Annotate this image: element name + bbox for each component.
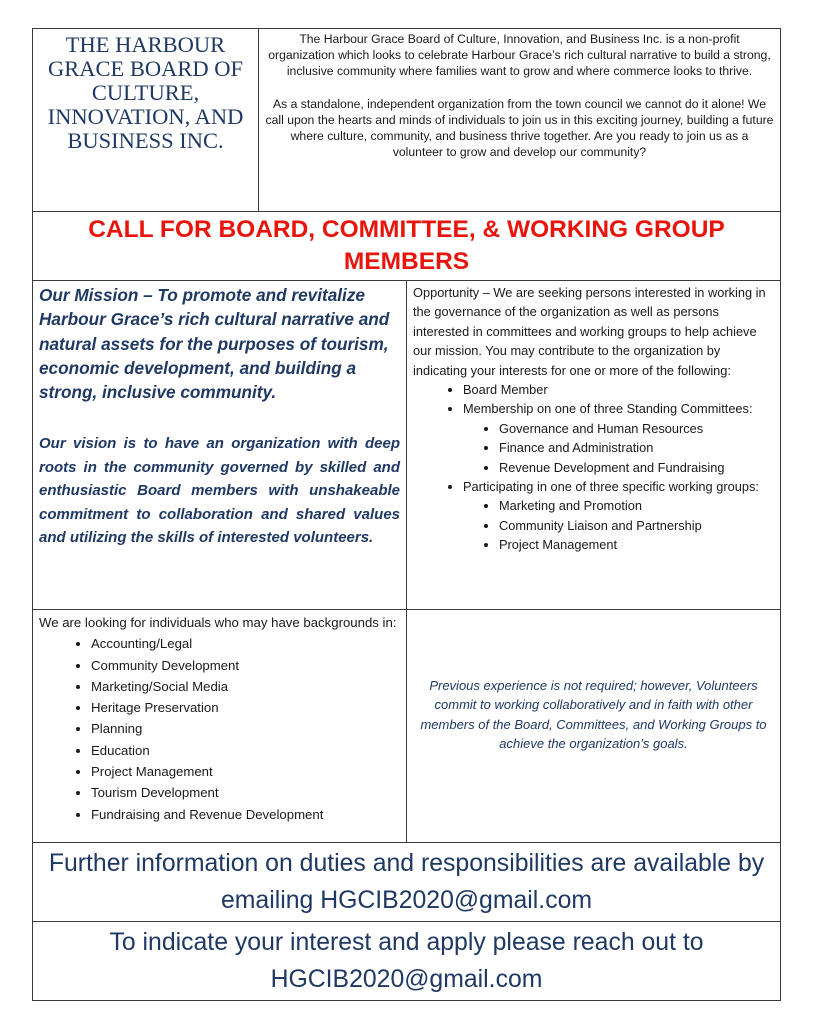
opportunity-section: [407, 281, 780, 557]
vision-statement: Our vision is to have an organization with deep roots in the community governed by skilled and enthusiastic Board members with unshakeable commitment to collaboration and shared values and utilizing the skills of interested volunteers.: [39, 435, 400, 547]
list-item: • Governance and Human Resources: [499, 419, 774, 438]
intro-text: [259, 29, 780, 162]
list-item: • Project Management: [91, 761, 400, 782]
list-item: • Marketing and Promotion: [499, 496, 774, 515]
backgrounds-intro: We are looking for individuals who may have backgrounds in:: [39, 615, 397, 630]
org-name-cell: [33, 29, 259, 212]
header-row: [33, 29, 781, 212]
list-item: • Tourism Development: [91, 782, 400, 803]
list-item: • Community Liaison and Partnership: [499, 516, 774, 535]
backgrounds-cell: [33, 610, 407, 843]
committees-label: Membership on one of three Standing Committees:: [463, 401, 753, 417]
experience-note: Previous experience is not required; however, Volunteers commit to working collaboratively and in faith with other members of the Board, Committees, and Working Groups to achieve the organization’s goals.: [420, 678, 767, 751]
backgrounds-section: [33, 610, 406, 827]
flyer-table: [32, 28, 781, 1001]
apply-cell: [33, 922, 781, 1001]
list-item: • Accounting/Legal: [91, 633, 400, 654]
list-item: • Heritage Preservation: [91, 697, 400, 718]
list-item: • Project Management: [499, 535, 774, 554]
apply-row: [33, 922, 781, 1001]
list-item: • Community Development: [91, 655, 400, 676]
opportunity-intro: Opportunity – We are seeking persons interested in working in the governance of the organization as well as persons interested in committees and working groups to help achieve our mission. You may contribute to the organization by indicating your interests for one or more of the following:: [413, 285, 766, 378]
mission-statement: Our Mission – To promote and revitalize Harbour Grace’s rich cultural narrative and natural assets for the purposes of tourism, economic development, and building a strong, inclusive community.: [39, 285, 390, 403]
committees-list: [463, 419, 774, 477]
flyer: [32, 28, 780, 1001]
intro-cell: [259, 29, 781, 212]
list-item: • Fundraising and Revenue Development: [91, 804, 400, 825]
list-item: [463, 477, 774, 555]
backgrounds-list: [39, 633, 400, 825]
mission-cell: [33, 281, 407, 610]
opportunity-cell: [407, 281, 781, 610]
experience-cell: [407, 610, 781, 843]
backgrounds-row: [33, 610, 781, 843]
further-info-text: Further information on duties and responsibilities are available by emailing HGCIB2020@gmail.com: [48, 850, 765, 914]
list-item: • Education: [91, 740, 400, 761]
list-item: • Revenue Development and Fundraising: [499, 458, 774, 477]
apply-text: To indicate your interest and apply please reach out to HGCIB2020@gmail.com: [109, 929, 704, 993]
call-title: CALL FOR BOARD, COMMITTEE, & WORKING GROUP MEMBERS: [88, 216, 725, 275]
list-item: [463, 399, 774, 477]
mission-row: [33, 281, 781, 610]
list-item: • Finance and Administration: [499, 438, 774, 457]
list-item: • Marketing/Social Media: [91, 676, 400, 697]
opportunity-list: [413, 380, 774, 555]
call-row: [33, 212, 781, 281]
intro-paragraph-1: The Harbour Grace Board of Culture, Innovation, and Business Inc. is a non-profit organization which looks to celebrate Harbour Grace’s rich cultural narrative to build a strong, inclusive community where families want to grow and where commerce looks to thrive.: [268, 32, 771, 79]
call-cell: [33, 212, 781, 281]
list-item: • Planning: [91, 718, 400, 739]
further-info-row: [33, 843, 781, 922]
further-info-cell: [33, 843, 781, 922]
groups-list: [463, 496, 774, 554]
org-name: THE HARBOUR GRACE BOARD OF CULTURE, INNOVATION, AND BUSINESS INC.: [47, 32, 244, 153]
intro-paragraph-2: As a standalone, independent organization from the town council we cannot do it alone! We call upon the hearts and minds of individuals to join us in this exciting journey, building a future where culture, community, and business thrive together. Are you ready to join us as a volunteer to grow and develop our community?: [265, 96, 774, 160]
groups-label: Participating in one of three specific working groups:: [463, 479, 759, 495]
list-item: • Board Member: [463, 380, 774, 399]
